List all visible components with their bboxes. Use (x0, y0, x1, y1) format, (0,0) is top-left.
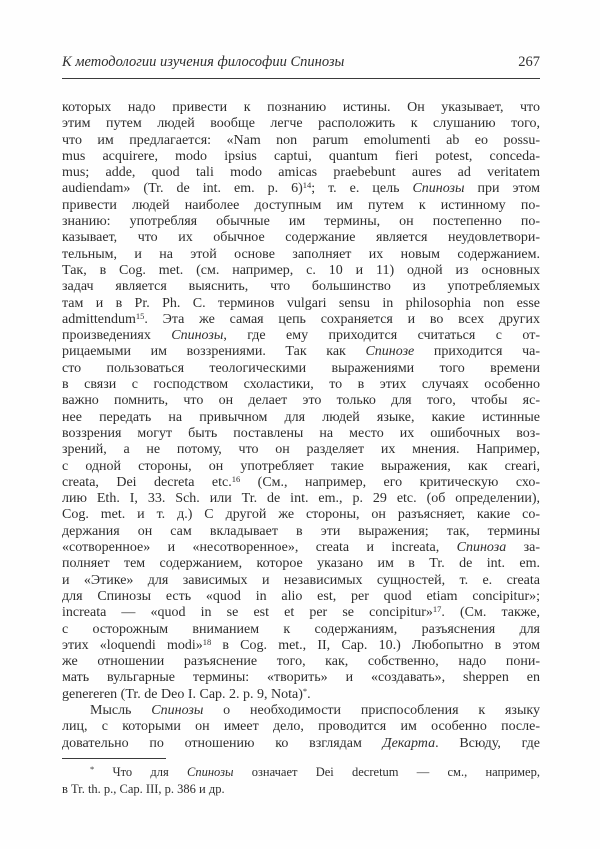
text-line (62, 181, 540, 197)
text-segment: за- (506, 540, 540, 556)
text-segment: что им предлагается: «Nam non parum emolumenti ab eo possu- (62, 132, 540, 148)
text-line (62, 703, 540, 719)
text-segment: казывает, что их обычное содержание является неудовлетвори- (62, 230, 540, 246)
footnote-ref: 15 (135, 311, 145, 321)
text-segment: знанию: употребляя обычные им термины, он постепенно по- (62, 214, 540, 230)
text-line (62, 377, 540, 393)
text-segment: же отношении разъяснение того, как, собственно, надо пони- (62, 654, 540, 670)
italic-text: Спиноза (456, 540, 507, 556)
text-line (62, 475, 540, 491)
text-segment: лиц, с которыми он имеет дело, проводится им особенно после- (62, 719, 540, 735)
italic-text: Спинозы (171, 328, 224, 344)
text-line (62, 573, 540, 589)
text-segment: Так, в Cog. met. (см. например, с. 10 и 11) одной из основных (62, 262, 540, 278)
text-line (62, 214, 540, 230)
footnote-ref: 18 (202, 637, 212, 647)
page-number: 267 (518, 54, 540, 70)
text-segment: в Tr. th. p., Cap. III, p. 386 и др. (62, 781, 225, 796)
text-line (62, 622, 540, 638)
text-line (62, 524, 540, 540)
text-segment: рицаемыми им воззрениями. Так как (62, 344, 366, 360)
text-line (62, 491, 540, 507)
text-line (62, 670, 540, 686)
text-segment: этим путем людей вообще легче расположить к слушанию того, (62, 116, 540, 132)
text-segment: genereren (Tr. de Deo I. Cap. 2. p. 9, Nota) (62, 686, 303, 702)
footnote-ref: 16 (231, 474, 241, 484)
text-line (62, 687, 540, 703)
text-line (62, 540, 540, 556)
text-segment: (См., например, его критическую схо- (240, 474, 540, 490)
text-line (62, 459, 540, 475)
text-segment: . (307, 686, 311, 702)
text-segment: задач является выяснить, что большинство из употребляемых (62, 279, 540, 295)
text-line (62, 605, 540, 621)
text-segment: которых надо привести к познанию истины. Он указывает, что (62, 100, 540, 115)
text-line (62, 230, 540, 246)
text-segment: воззрения могут быть поставлены на место их ошибочных воз- (62, 425, 540, 441)
text-segment: Мысль (90, 702, 152, 718)
italic-text: Спинозы (151, 702, 204, 718)
text-segment: этих «loquendi modi» (62, 637, 203, 653)
text-segment: admittendum (62, 311, 136, 327)
text-line (62, 736, 540, 752)
text-line (62, 556, 540, 572)
text-line (62, 263, 540, 279)
text-segment: mus acquirere, modo ipsius captui, quantum fieri potest, conceda- (62, 148, 540, 164)
footnote-rule (62, 758, 166, 759)
text-segment: нее передать на привычном для людей языке, какие истинные (62, 409, 540, 425)
italic-text: Спинозы (412, 181, 465, 197)
text-line (62, 638, 540, 654)
text-line (62, 296, 540, 312)
text-segment: мать вульгарные термины: «творить» и «создавать», sheppen en (62, 670, 540, 686)
text-line (62, 149, 540, 165)
text-segment: произведениях (62, 328, 172, 344)
text-segment: . Всюду, где (435, 735, 540, 751)
text-segment: привести людей наиболее доступным им путем к истинному по- (62, 197, 540, 213)
text-segment: audiendam» (Tr. de int. em. p. 6) (62, 181, 303, 197)
italic-text: Декарта (382, 735, 436, 751)
text-segment: зрений, а не потому, что он разделяет их мнения. Например, (62, 442, 540, 458)
footnote-ref: 17 (432, 605, 442, 615)
text-segment: там и в Pr. Ph. C. терминов vulgari sensu in philosophia non esse (62, 295, 540, 311)
text-line (62, 426, 540, 442)
text-segment: тельным, и на этой основе заполняет их новым содержанием. (62, 246, 540, 262)
footnote-text (62, 764, 540, 798)
text-segment: Cog. met. и т. д.) С другой же стороны, он разъясняет, какие со- (62, 507, 540, 523)
text-line (62, 442, 540, 458)
text-line (62, 312, 540, 328)
running-header (62, 54, 540, 79)
footnote-ref: 14 (302, 181, 312, 191)
text-segment: . Эта же самая цепь сохраняется и во всех других (144, 311, 540, 327)
text-line (62, 100, 540, 116)
text-line (62, 719, 540, 735)
text-line (62, 507, 540, 523)
text-segment: сто пользоваться теологическими выражениями того времени (62, 360, 540, 376)
text-segment: приходится ча- (414, 344, 540, 360)
text-segment: для Спинозы есть «quod in alio est, per quod etiam concipitur»; (62, 588, 540, 604)
text-line (62, 279, 540, 295)
text-segment: increata — «quod in se est et per se concipitur» (62, 605, 433, 621)
text-segment: creata, Dei decreta etc. (62, 474, 232, 490)
text-segment: . (См. также, (441, 605, 540, 621)
text-line (62, 198, 540, 214)
footnote-ref: * (302, 686, 308, 696)
text-line (62, 247, 540, 263)
text-line (62, 116, 540, 132)
text-segment: довательно по отношению ко взглядам (62, 735, 383, 751)
text-line (62, 393, 540, 409)
body-text (62, 100, 540, 752)
text-segment: означает Dei decretum — см., например, (233, 764, 540, 779)
text-segment: с одной стороны, он употребляет такие выражения, как creari, (62, 458, 540, 474)
text-segment: с осторожным вниманием к содержаниям, разъяснения для (62, 621, 540, 637)
text-segment: и «Этике» для зависимых и независимых сущностей, т. е. creata (62, 572, 540, 588)
text-segment: лию Eth. I, 33. Sch. или Tr. de int. em., p. 29 etc. (об определении), (62, 491, 540, 507)
text-line (62, 764, 540, 781)
text-line (62, 133, 540, 149)
text-segment: mus; adde, quod tali modo amicas praebebunt aures ad veritatem (62, 165, 540, 181)
text-line (62, 344, 540, 360)
text-line (62, 328, 540, 344)
text-line (62, 410, 540, 426)
text-segment: в связи с господством схоластики, то в этих случаях особенно (62, 377, 540, 393)
italic-text: Спинозе (365, 344, 415, 360)
text-segment: держания он сам вкладывает в эти выражения; так, термины (62, 523, 540, 539)
text-segment: ; т. е. цель (311, 181, 413, 197)
text-line (62, 361, 540, 377)
text-segment: важно помнить, что он делает это только для того, чтобы яс- (62, 393, 540, 409)
text-segment: при этом (464, 181, 540, 197)
text-line (62, 165, 540, 181)
text-segment: в Cog. met., II, Cap. 10.) Любопытно в этом (211, 637, 540, 653)
text-segment: Что для (94, 764, 187, 779)
text-line (62, 654, 540, 670)
footnote-section (62, 758, 540, 798)
footnote-ref: * (90, 763, 95, 774)
text-line (62, 781, 540, 798)
header-title: К методологии изучения философии Спинозы (62, 54, 345, 70)
text-line (62, 589, 540, 605)
text-segment: полняет тем содержанием, которое указано им в Tr. de int. em. (62, 556, 540, 572)
text-segment: о необходимости приспособления к языку (203, 702, 540, 718)
italic-text: Спинозы (187, 764, 234, 779)
text-segment: «сотворенное» и «несотворенное», creata и increata, (62, 540, 457, 556)
text-segment: , где ему приходится считаться с от- (223, 328, 540, 344)
